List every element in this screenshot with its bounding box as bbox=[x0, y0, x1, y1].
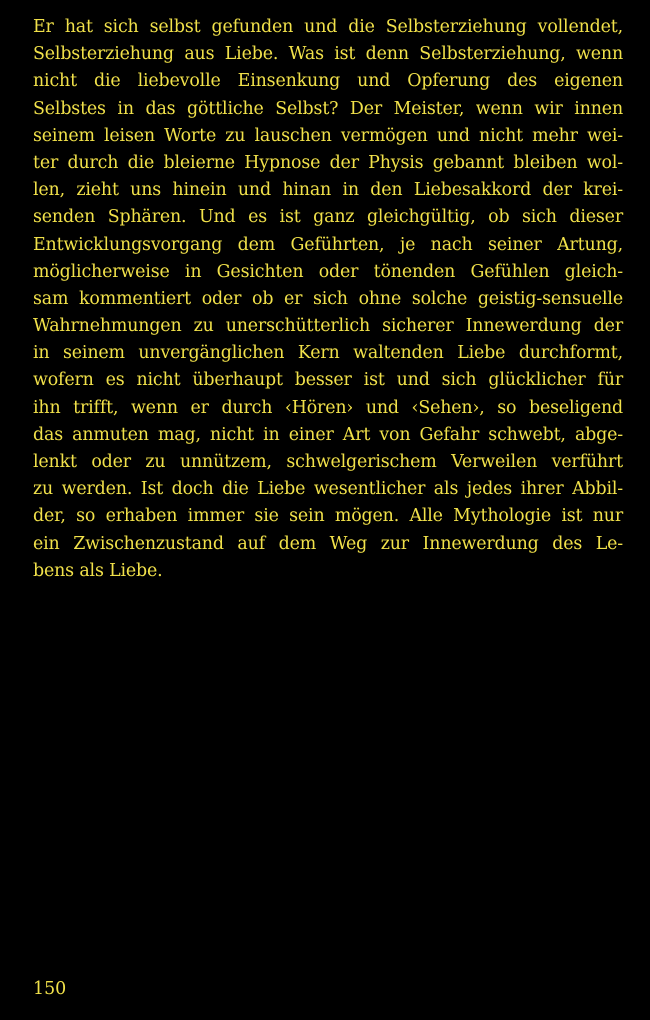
text-line: lenkt oder zu unnützem, schwelgerischem Verweilen verführt bbox=[33, 452, 623, 472]
text-line: wofern es nicht überhaupt besser ist und sich glücklicher für bbox=[33, 370, 623, 391]
text-line: ter durch die bleierne Hypnose der Physis gebannt bleiben wol- bbox=[33, 152, 623, 173]
body-text bbox=[33, 14, 623, 585]
text-line: ihn trifft, wenn er durch ‹Hören› und ‹Sehen›, so beseligend bbox=[33, 397, 623, 418]
page-number: 150 bbox=[33, 979, 67, 999]
text-line: Selbsterziehung aus Liebe. Was ist denn Selbsterziehung, wenn bbox=[33, 44, 623, 65]
text-line: Er hat sich selbst gefunden und die Selbsterziehung vollendet, bbox=[33, 17, 623, 37]
text-line: Selbstes in das göttliche Selbst? Der Meister, wenn wir innen bbox=[33, 98, 623, 119]
text-line: Entwicklungsvorgang dem Geführten, je nach seiner Artung, bbox=[33, 234, 623, 255]
text-line: in seinem unvergänglichen Kern waltenden Liebe durchformt, bbox=[33, 343, 623, 364]
text-line: ein Zwischenzustand auf dem Weg zur Innewerdung des Le- bbox=[33, 533, 623, 554]
text-line: der, so erhaben immer sie sein mögen. Alle Mythologie ist nur bbox=[33, 506, 623, 527]
text-line: das anmuten mag, nicht in einer Art von Gefahr schwebt, abge- bbox=[33, 424, 623, 445]
text-line: möglicherweise in Gesichten oder tönenden Gefühlen gleich- bbox=[33, 261, 623, 282]
text-line: seinem leisen Worte zu lauschen vermögen und nicht mehr wei- bbox=[33, 125, 623, 146]
text-line: Wahrnehmungen zu unerschütterlich sicherer Innewerdung der bbox=[33, 316, 623, 337]
text-line: len, zieht uns hinein und hinan in den Liebesakkord der krei- bbox=[33, 180, 623, 201]
text-line: sam kommentiert oder ob er sich ohne solche geistig-sensuelle bbox=[33, 288, 623, 309]
text-line: senden Sphären. Und es ist ganz gleichgültig, ob sich dieser bbox=[33, 207, 623, 228]
text-line: zu werden. Ist doch die Liebe wesentlicher als jedes ihrer Abbil- bbox=[33, 479, 623, 500]
text-line: bens als Liebe. bbox=[33, 560, 163, 581]
text-line: nicht die liebevolle Einsenkung und Opferung des eigenen bbox=[33, 71, 623, 92]
